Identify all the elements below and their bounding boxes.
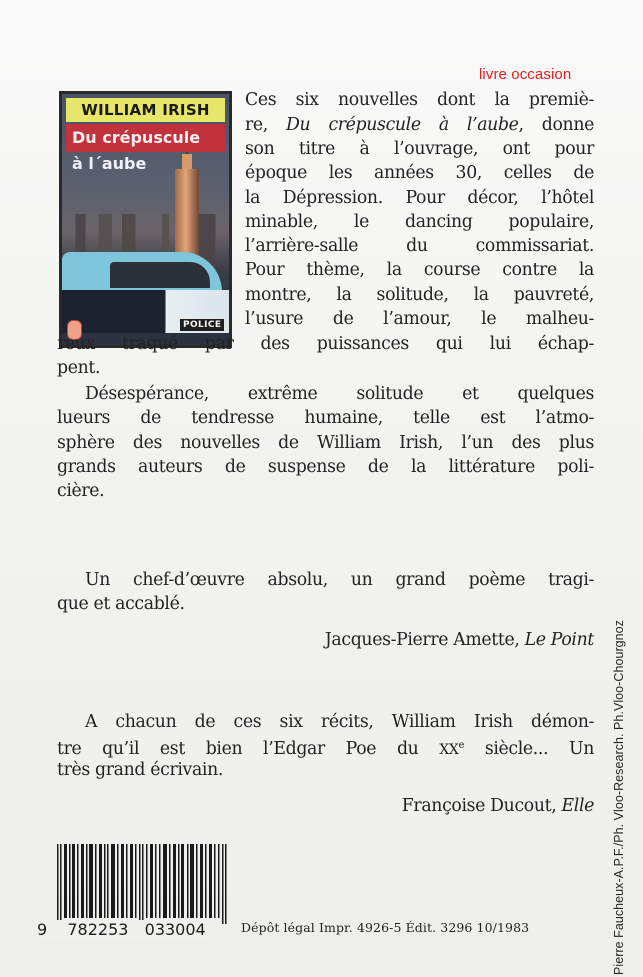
quote-source: Elle xyxy=(561,796,594,816)
quote-source: Le Point xyxy=(524,630,594,650)
quote-line: Un chef-d’œuvre absolu, un grand poème tragi- xyxy=(85,570,594,590)
text-line: pent. xyxy=(57,358,101,378)
text-line: cière. xyxy=(57,481,105,501)
text-line: lueurs de tendresse humaine, telle est l’atmo- xyxy=(57,408,594,428)
text-line: sphère des nouvelles de William Irish, l’un des plus xyxy=(57,433,594,453)
watermark-label: livre occasion xyxy=(479,66,572,83)
photo-credit: Pierre Faucheux-A.P.F./Ph. Vloo-Research. Ph.Vloo-Chourgnoz xyxy=(612,620,626,975)
text-line: Pour thème, la course contre la xyxy=(245,260,594,280)
text-line: reux traqué par des puissances qui lui échap- xyxy=(57,334,594,354)
text-line: minable, le dancing populaire, xyxy=(245,212,594,232)
cover-title-line1: Du crépuscule xyxy=(66,124,225,152)
quote-line: très grand écrivain. xyxy=(57,760,224,780)
police-car-window xyxy=(110,262,210,288)
text-line: Ces six nouvelles dont la premiè- xyxy=(245,90,594,110)
text-line: époque les années 30, celles de xyxy=(245,163,594,183)
quote-line: que et accablé. xyxy=(57,594,185,614)
quote-line: A chacun de ces six récits, William Irish démon- xyxy=(85,712,594,732)
isbn-barcode xyxy=(37,844,229,939)
quote-line: tre qu’il est bien l’Edgar Poe du XXe siècle... Un xyxy=(57,739,594,759)
isbn-digits: 9 782253 033004 xyxy=(37,920,206,939)
quote-attribution xyxy=(57,794,594,818)
cover-title-line2: à l´aube xyxy=(72,154,147,173)
text-line: Désespérance, extrême solitude et quelques xyxy=(85,384,594,404)
text-line: re, Du crépuscule à l’aube, donne xyxy=(245,115,594,135)
text-line: l’usure de l’amour, le malheu- xyxy=(245,309,594,329)
text-line: montre, la solitude, la pauvreté, xyxy=(245,285,594,305)
text-line: l’arrière-salle du commissariat. xyxy=(245,236,594,256)
text-line: la Dépression. Pour décor, l’hôtel xyxy=(245,188,594,208)
quote-author: Jacques-Pierre Amette, xyxy=(324,630,525,650)
text-line: son titre à l’ouvrage, ont pour xyxy=(245,139,594,159)
police-plate: POLICE xyxy=(179,318,225,332)
cover-thumbnail xyxy=(59,91,232,348)
text-line: grands auteurs de suspense de la littérature poli- xyxy=(57,457,594,477)
legal-deposit-info: Dépôt légal Impr. 4926-5 Édit. 3296 10/1983 xyxy=(241,920,530,935)
barcode-bars-icon xyxy=(57,844,229,924)
quote-author: Françoise Ducout, xyxy=(401,796,562,816)
book-title-italic: Du crépuscule à l’aube xyxy=(286,115,519,135)
quote-attribution xyxy=(57,628,594,652)
cover-author: WILLIAM IRISH xyxy=(66,98,225,122)
